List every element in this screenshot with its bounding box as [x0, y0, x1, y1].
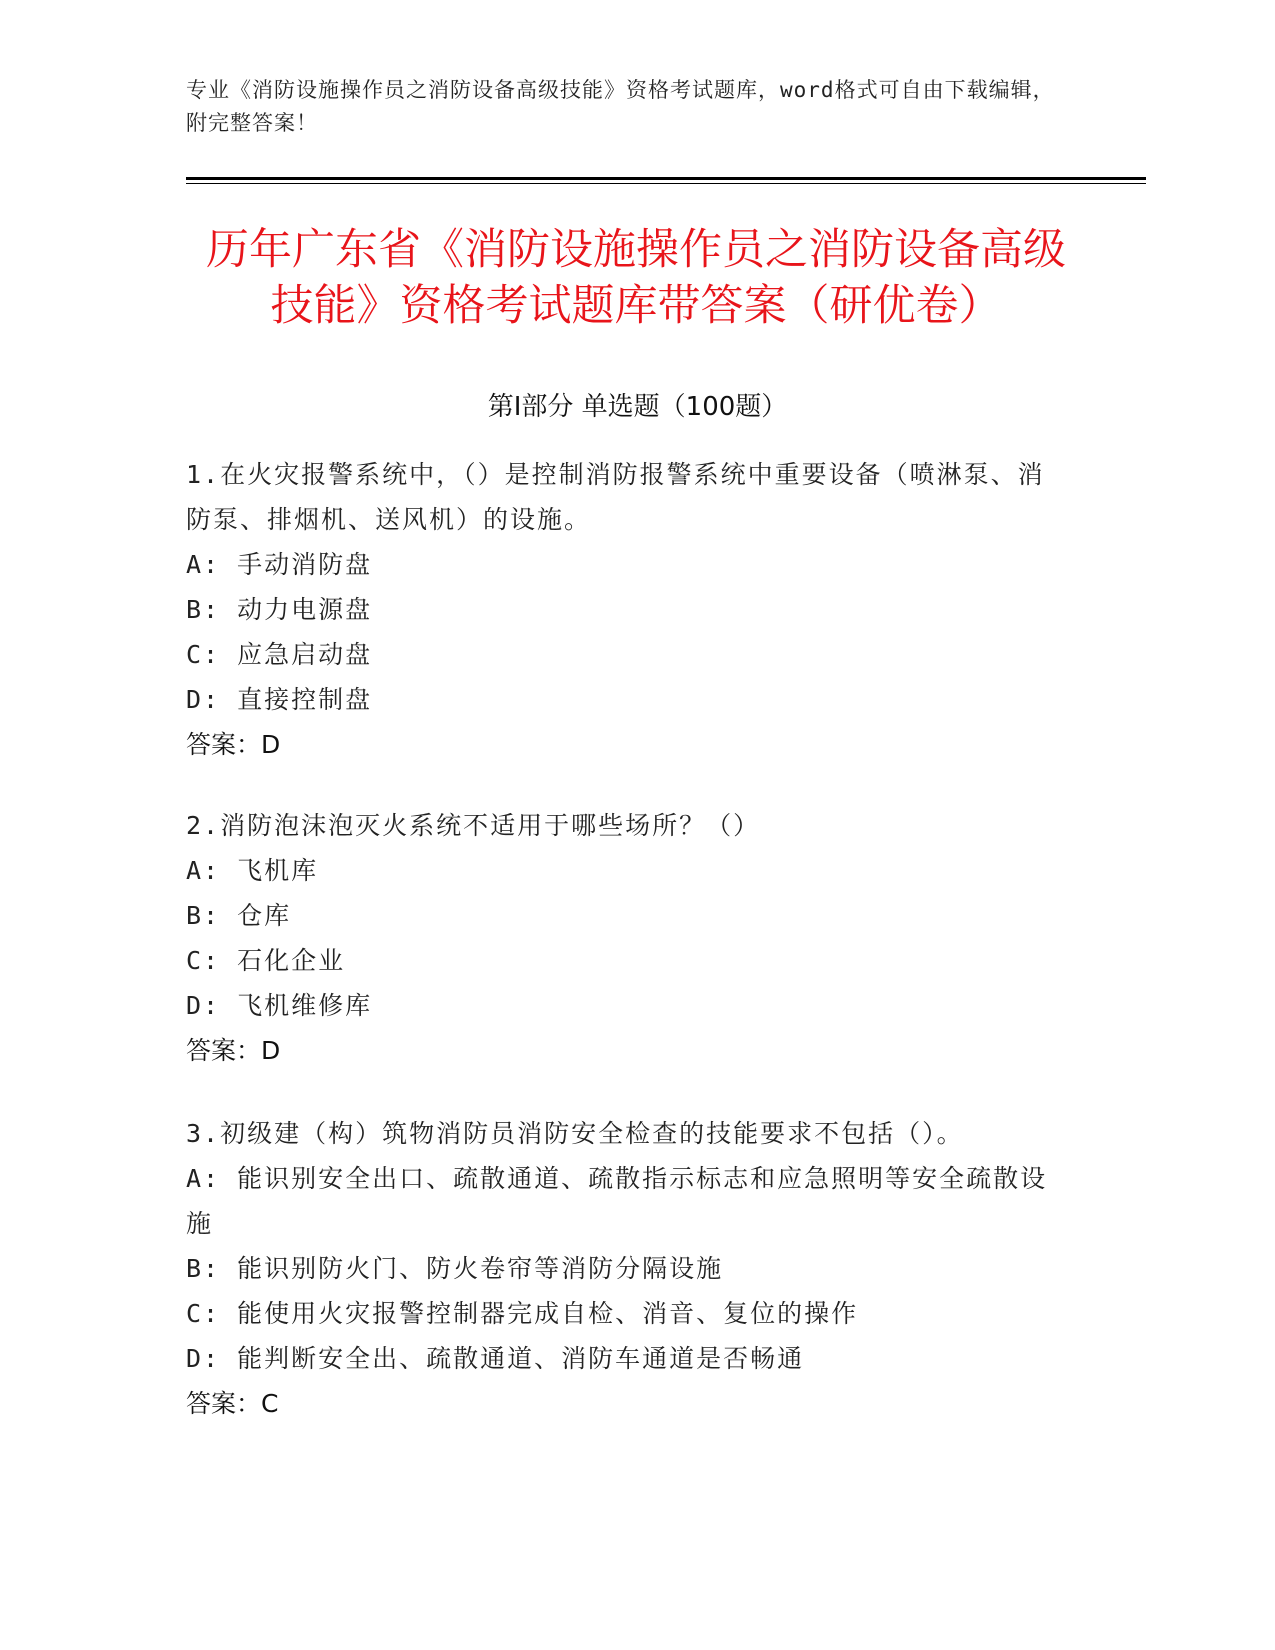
- option-d: D: 能判断安全出、疏散通道、消防车通道是否畅通: [186, 1344, 805, 1373]
- header-rule-thin: [186, 183, 1146, 184]
- option-c: C: 应急启动盘: [186, 640, 373, 669]
- option-c: C: 能使用火灾报警控制器完成自检、消音、复位的操作: [186, 1299, 859, 1328]
- header-rule-thick: [186, 177, 1146, 180]
- document-title: 历年广东省《消防设施操作员之消防设备高级技能》资格考试题库带答案（研优卷）: [206, 225, 1066, 331]
- option-b: B: 能识别防火门、防火卷帘等消防分隔设施: [186, 1254, 724, 1283]
- question-3: [186, 1111, 1066, 1426]
- question-1: [186, 452, 1066, 767]
- option-d: D: 直接控制盘: [186, 685, 373, 714]
- question-text: 1.在火灾报警系统中，（）是控制消防报警系统中重要设备（喷淋泵、消防泵、排烟机、送风机）的设施。: [186, 460, 1045, 534]
- answer: 答案：D: [186, 730, 281, 759]
- option-c: C: 石化企业: [186, 946, 346, 975]
- question-text: 3.初级建（构）筑物消防员消防安全检查的技能要求不包括（）。: [186, 1119, 964, 1148]
- option-a: A: 手动消防盘: [186, 550, 373, 579]
- option-a: A: 能识别安全出口、疏散通道、疏散指示标志和应急照明等安全疏散设施: [186, 1164, 1048, 1238]
- section-title: 第I部分 单选题（100题）: [487, 392, 788, 422]
- option-b: B: 动力电源盘: [186, 595, 373, 624]
- option-b: B: 仓库: [186, 901, 292, 930]
- header-note: 专业《消防设施操作员之消防设备高级技能》资格考试题库，word格式可自由下载编辑，附完整答案！: [186, 78, 1055, 135]
- option-d: D: 飞机维修库: [186, 991, 373, 1020]
- question-2: [186, 803, 1066, 1073]
- option-a: A: 飞机库: [186, 856, 319, 885]
- question-text: 2.消防泡沫泡灭火系统不适用于哪些场所？（）: [186, 811, 761, 840]
- answer: 答案：D: [186, 1036, 281, 1065]
- answer: 答案：C: [186, 1389, 279, 1418]
